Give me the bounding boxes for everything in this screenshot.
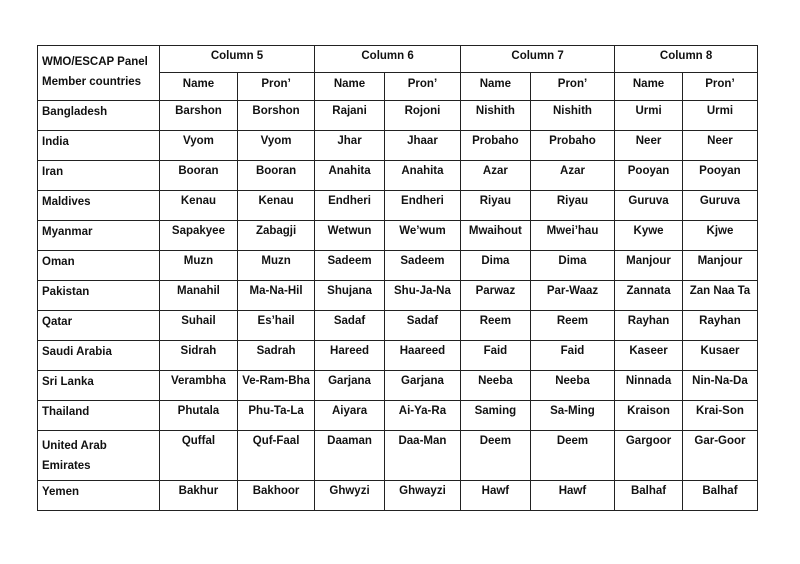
country-cell: Qatar bbox=[38, 311, 160, 341]
name-subheader: Name bbox=[460, 73, 530, 101]
name-cell: Kaseer bbox=[615, 341, 683, 371]
name-cell: Shujana bbox=[315, 281, 385, 311]
pronunciation-cell: Shu-Ja-Na bbox=[384, 281, 460, 311]
name-cell: Phutala bbox=[159, 401, 237, 431]
name-cell: Suhail bbox=[159, 311, 237, 341]
name-cell: Balhaf bbox=[615, 481, 683, 511]
pronunciation-cell: Mwei’hau bbox=[530, 221, 614, 251]
name-cell: Guruva bbox=[615, 191, 683, 221]
name-cell: Daaman bbox=[315, 431, 385, 481]
name-cell: Aiyara bbox=[315, 401, 385, 431]
name-cell: Muzn bbox=[159, 251, 237, 281]
country-cell: Saudi Arabia bbox=[38, 341, 160, 371]
table-row bbox=[38, 431, 758, 481]
panel-header-line2: Member countries bbox=[42, 76, 142, 88]
pronunciation-cell: Rayhan bbox=[682, 311, 757, 341]
name-cell: Riyau bbox=[460, 191, 530, 221]
pronunciation-cell: Es’hail bbox=[238, 311, 315, 341]
name-cell: Endheri bbox=[315, 191, 385, 221]
pronunciation-cell: Ve-Ram-Bha bbox=[238, 371, 315, 401]
name-cell: Nishith bbox=[460, 101, 530, 131]
name-cell: Anahita bbox=[315, 161, 385, 191]
column-group-header-row bbox=[38, 46, 758, 73]
pronunciation-subheader: Pron’ bbox=[530, 73, 614, 101]
name-cell: Mwaihout bbox=[460, 221, 530, 251]
name-cell: Kywe bbox=[615, 221, 683, 251]
pronunciation-cell: Reem bbox=[530, 311, 614, 341]
pronunciation-cell: Endheri bbox=[384, 191, 460, 221]
pronunciation-cell: Sa-Ming bbox=[530, 401, 614, 431]
country-cell: Sri Lanka bbox=[38, 371, 160, 401]
pronunciation-cell: Ai-Ya-Ra bbox=[384, 401, 460, 431]
pronunciation-cell: Probaho bbox=[530, 131, 614, 161]
pronunciation-cell: We’wum bbox=[384, 221, 460, 251]
column-6-header: Column 6 bbox=[315, 46, 461, 73]
pronunciation-cell: Zabagji bbox=[238, 221, 315, 251]
name-cell: Jhar bbox=[315, 131, 385, 161]
pronunciation-cell: Balhaf bbox=[682, 481, 757, 511]
pronunciation-cell: Riyau bbox=[530, 191, 614, 221]
name-cell: Barshon bbox=[159, 101, 237, 131]
pronunciation-cell: Faid bbox=[530, 341, 614, 371]
table-row bbox=[38, 281, 758, 311]
name-cell: Sapakyee bbox=[159, 221, 237, 251]
name-cell: Wetwun bbox=[315, 221, 385, 251]
column-7-header: Column 7 bbox=[460, 46, 614, 73]
table-row bbox=[38, 101, 758, 131]
pronunciation-cell: Anahita bbox=[384, 161, 460, 191]
pronunciation-cell: Zan Naa Ta bbox=[682, 281, 757, 311]
name-cell: Bakhur bbox=[159, 481, 237, 511]
pronunciation-cell: Kenau bbox=[238, 191, 315, 221]
name-cell: Sadaf bbox=[315, 311, 385, 341]
pronunciation-cell: Muzn bbox=[238, 251, 315, 281]
name-cell: Ghwyzi bbox=[315, 481, 385, 511]
name-cell: Kraison bbox=[615, 401, 683, 431]
table-row bbox=[38, 221, 758, 251]
country-cell: India bbox=[38, 131, 160, 161]
name-cell: Saming bbox=[460, 401, 530, 431]
name-cell: Rajani bbox=[315, 101, 385, 131]
name-cell: Urmi bbox=[615, 101, 683, 131]
pronunciation-subheader: Pron’ bbox=[682, 73, 757, 101]
name-cell: Ninnada bbox=[615, 371, 683, 401]
pronunciation-cell: Kusaer bbox=[682, 341, 757, 371]
name-cell: Dima bbox=[460, 251, 530, 281]
table-row bbox=[38, 311, 758, 341]
pronunciation-cell: Hawf bbox=[530, 481, 614, 511]
pronunciation-cell: Manjour bbox=[682, 251, 757, 281]
pronunciation-cell: Borshon bbox=[238, 101, 315, 131]
pronunciation-cell: Quf-Faal bbox=[238, 431, 315, 481]
name-cell: Rayhan bbox=[615, 311, 683, 341]
name-cell: Manjour bbox=[615, 251, 683, 281]
pronunciation-cell: Gar-Goor bbox=[682, 431, 757, 481]
pronunciation-cell: Par-Waaz bbox=[530, 281, 614, 311]
country-cell: United Arab Emirates bbox=[38, 431, 160, 481]
pronunciation-cell: Guruva bbox=[682, 191, 757, 221]
table-row bbox=[38, 341, 758, 371]
name-cell: Manahil bbox=[159, 281, 237, 311]
name-cell: Neeba bbox=[460, 371, 530, 401]
name-cell: Probaho bbox=[460, 131, 530, 161]
pronunciation-cell: Nishith bbox=[530, 101, 614, 131]
pronunciation-cell: Jhaar bbox=[384, 131, 460, 161]
pronunciation-cell: Ma-Na-Hil bbox=[238, 281, 315, 311]
name-cell: Deem bbox=[460, 431, 530, 481]
country-cell: Yemen bbox=[38, 481, 160, 511]
table-row bbox=[38, 371, 758, 401]
country-cell: Bangladesh bbox=[38, 101, 160, 131]
table-row bbox=[38, 191, 758, 221]
panel-header-line1: WMO/ESCAP Panel bbox=[42, 56, 148, 68]
table-row bbox=[38, 401, 758, 431]
pronunciation-cell: Bakhoor bbox=[238, 481, 315, 511]
pronunciation-cell: Sadeem bbox=[384, 251, 460, 281]
name-cell: Vyom bbox=[159, 131, 237, 161]
name-cell: Neer bbox=[615, 131, 683, 161]
pronunciation-cell: Sadrah bbox=[238, 341, 315, 371]
name-cell: Sidrah bbox=[159, 341, 237, 371]
pronunciation-cell: Phu-Ta-La bbox=[238, 401, 315, 431]
name-subheader: Name bbox=[159, 73, 237, 101]
name-cell: Quffal bbox=[159, 431, 237, 481]
pronunciation-subheader: Pron’ bbox=[384, 73, 460, 101]
country-cell: Myanmar bbox=[38, 221, 160, 251]
name-cell: Garjana bbox=[315, 371, 385, 401]
pronunciation-cell: Kjwe bbox=[682, 221, 757, 251]
pronunciation-cell: Sadaf bbox=[384, 311, 460, 341]
table-row bbox=[38, 161, 758, 191]
name-cell: Verambha bbox=[159, 371, 237, 401]
name-cell: Reem bbox=[460, 311, 530, 341]
pronunciation-cell: Azar bbox=[530, 161, 614, 191]
pronunciation-cell: Rojoni bbox=[384, 101, 460, 131]
name-cell: Pooyan bbox=[615, 161, 683, 191]
pronunciation-cell: Pooyan bbox=[682, 161, 757, 191]
name-cell: Gargoor bbox=[615, 431, 683, 481]
pronunciation-cell: Nin-Na-Da bbox=[682, 371, 757, 401]
name-subheader: Name bbox=[615, 73, 683, 101]
pronunciation-cell: Daa-Man bbox=[384, 431, 460, 481]
name-cell: Kenau bbox=[159, 191, 237, 221]
name-cell: Azar bbox=[460, 161, 530, 191]
country-cell: Thailand bbox=[38, 401, 160, 431]
pronunciation-cell: Booran bbox=[238, 161, 315, 191]
pronunciation-cell: Neer bbox=[682, 131, 757, 161]
name-cell: Parwaz bbox=[460, 281, 530, 311]
name-cell: Zannata bbox=[615, 281, 683, 311]
panel-header bbox=[38, 46, 160, 101]
country-cell: Pakistan bbox=[38, 281, 160, 311]
pronunciation-cell: Dima bbox=[530, 251, 614, 281]
name-cell: Hareed bbox=[315, 341, 385, 371]
table-row bbox=[38, 131, 758, 161]
pronunciation-cell: Deem bbox=[530, 431, 614, 481]
name-cell: Hawf bbox=[460, 481, 530, 511]
pronunciation-subheader: Pron’ bbox=[238, 73, 315, 101]
name-subheader: Name bbox=[315, 73, 385, 101]
column-8-header: Column 8 bbox=[615, 46, 758, 73]
country-cell: Oman bbox=[38, 251, 160, 281]
pronunciation-cell: Krai-Son bbox=[682, 401, 757, 431]
country-cell: Maldives bbox=[38, 191, 160, 221]
name-cell: Sadeem bbox=[315, 251, 385, 281]
name-cell: Booran bbox=[159, 161, 237, 191]
column-5-header: Column 5 bbox=[159, 46, 314, 73]
pronunciation-cell: Urmi bbox=[682, 101, 757, 131]
pronunciation-cell: Haareed bbox=[384, 341, 460, 371]
pronunciation-cell: Neeba bbox=[530, 371, 614, 401]
table-row bbox=[38, 251, 758, 281]
pronunciation-cell: Ghwayzi bbox=[384, 481, 460, 511]
pronunciation-cell: Garjana bbox=[384, 371, 460, 401]
table-row bbox=[38, 481, 758, 511]
country-cell: Iran bbox=[38, 161, 160, 191]
name-cell: Faid bbox=[460, 341, 530, 371]
pronunciation-cell: Vyom bbox=[238, 131, 315, 161]
cyclone-names-table bbox=[37, 45, 758, 511]
